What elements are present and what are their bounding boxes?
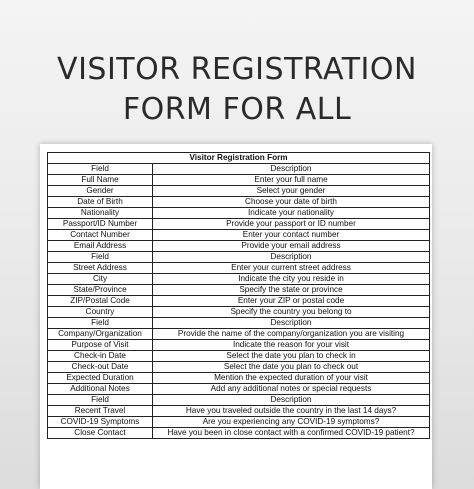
table-row <box>48 241 430 252</box>
description-cell: Indicate the city you reside in <box>153 274 430 285</box>
field-cell: State/Province <box>48 285 153 296</box>
description-cell: Specify the state or province <box>153 285 430 296</box>
table-row <box>48 384 430 395</box>
description-cell: Provide your email address <box>153 241 430 252</box>
table-row <box>48 208 430 219</box>
description-cell: Description <box>153 318 430 329</box>
table-row <box>48 406 430 417</box>
field-cell: Expected Duration <box>48 373 153 384</box>
table-row <box>48 395 430 406</box>
description-cell: Provide your passport or ID number <box>153 219 430 230</box>
field-cell: COVID-19 Symptoms <box>48 417 153 428</box>
field-cell: Email Address <box>48 241 153 252</box>
table-row <box>48 285 430 296</box>
field-cell: Gender <box>48 186 153 197</box>
table-row <box>48 351 430 362</box>
table-row <box>48 252 430 263</box>
description-cell: Enter your current street address <box>153 263 430 274</box>
description-cell: Select your gender <box>153 186 430 197</box>
description-cell: Enter your contact number <box>153 230 430 241</box>
description-cell: Enter your full name <box>153 175 430 186</box>
table-row <box>48 318 430 329</box>
field-cell: Country <box>48 307 153 318</box>
description-cell: Description <box>153 252 430 263</box>
field-cell: Date of Birth <box>48 197 153 208</box>
description-cell: Are you experiencing any COVID-19 symptoms? <box>153 417 430 428</box>
table-header-row <box>48 153 430 164</box>
table-row <box>48 219 430 230</box>
field-cell: Field <box>48 395 153 406</box>
description-cell: Indicate the reason for your visit <box>153 340 430 351</box>
table-row <box>48 197 430 208</box>
table-row <box>48 186 430 197</box>
field-cell: City <box>48 274 153 285</box>
table-row <box>48 428 430 439</box>
field-cell: Field <box>48 252 153 263</box>
table-row <box>48 263 430 274</box>
table-row <box>48 340 430 351</box>
field-cell: Purpose of Visit <box>48 340 153 351</box>
registration-table <box>47 152 430 439</box>
field-cell: Full Name <box>48 175 153 186</box>
description-cell: Have you been in close contact with a confirmed COVID-19 patient? <box>153 428 430 439</box>
field-cell: Recent Travel <box>48 406 153 417</box>
table-row <box>48 373 430 384</box>
table-row <box>48 417 430 428</box>
table-row <box>48 362 430 373</box>
field-cell: Close Contact <box>48 428 153 439</box>
table-row <box>48 230 430 241</box>
field-cell: Street Address <box>48 263 153 274</box>
description-cell: Description <box>153 395 430 406</box>
description-cell: Description <box>153 164 430 175</box>
table-row <box>48 296 430 307</box>
field-cell: ZIP/Postal Code <box>48 296 153 307</box>
description-cell: Choose your date of birth <box>153 197 430 208</box>
field-cell: Field <box>48 164 153 175</box>
field-cell: Field <box>48 318 153 329</box>
page-title <box>0 50 474 130</box>
description-cell: Select the date you plan to check out <box>153 362 430 373</box>
table-row <box>48 175 430 186</box>
field-cell: Contact Number <box>48 230 153 241</box>
description-cell: Add any additional notes or special requests <box>153 384 430 395</box>
field-cell: Nationality <box>48 208 153 219</box>
field-cell: Passport/ID Number <box>48 219 153 230</box>
field-cell: Check-in Date <box>48 351 153 362</box>
description-cell: Enter your ZIP or postal code <box>153 296 430 307</box>
description-cell: Select the date you plan to check in <box>153 351 430 362</box>
title-line-2: FORM FOR ALL <box>122 92 352 127</box>
table-row <box>48 307 430 318</box>
description-cell: Have you traveled outside the country in the last 14 days? <box>153 406 430 417</box>
title-line-1: VISITOR REGISTRATION <box>57 52 417 87</box>
description-cell: Provide the name of the company/organization you are visiting <box>153 329 430 340</box>
field-cell: Company/Organization <box>48 329 153 340</box>
table-row <box>48 164 430 175</box>
field-cell: Additional Notes <box>48 384 153 395</box>
table-row <box>48 274 430 285</box>
description-cell: Indicate your nationality <box>153 208 430 219</box>
description-cell: Specify the country you belong to <box>153 307 430 318</box>
table-row <box>48 329 430 340</box>
description-cell: Mention the expected duration of your visit <box>153 373 430 384</box>
field-cell: Check-out Date <box>48 362 153 373</box>
table-header: Visitor Registration Form <box>48 153 430 164</box>
spreadsheet-preview <box>40 144 432 489</box>
